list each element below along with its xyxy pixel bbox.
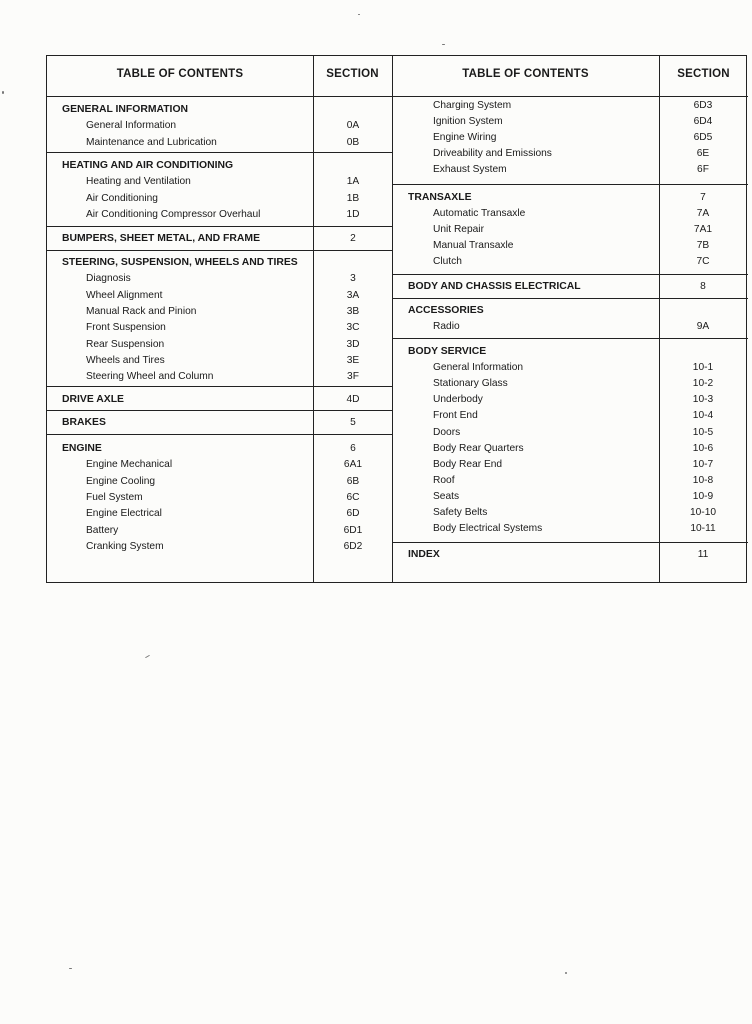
- toc-group-title[interactable]: TRANSAXLE: [408, 192, 472, 203]
- toc-section-code: 10-8: [692, 474, 714, 486]
- toc-entry[interactable]: Engine Electrical: [86, 508, 162, 520]
- toc-entry[interactable]: Seats: [433, 490, 460, 502]
- toc-section-code: 7B: [696, 240, 710, 252]
- right-group-rule: [392, 184, 748, 185]
- toc-section-code: 3F: [347, 371, 359, 383]
- toc-section-code: 6B: [346, 475, 360, 487]
- toc-group-title[interactable]: BODY SERVICE: [408, 346, 487, 357]
- toc-section-code: 11: [697, 549, 709, 560]
- toc-section-code: 3D: [346, 338, 360, 350]
- toc-group-title[interactable]: BRAKES: [62, 417, 106, 428]
- toc-section-code: 0A: [346, 120, 360, 132]
- toc-section-code: 3B: [346, 305, 360, 317]
- scan-speck: [358, 14, 360, 15]
- toc-section-code: 6F: [697, 164, 709, 176]
- scan-speck: [442, 44, 445, 45]
- toc-section-code: 6A1: [343, 459, 363, 471]
- toc-section-code: 6D3: [693, 100, 713, 111]
- toc-entry[interactable]: Doors: [433, 426, 461, 438]
- toc-entry[interactable]: Cranking System: [86, 540, 164, 552]
- toc-entry[interactable]: Safety Belts: [433, 507, 488, 518]
- toc-section-code: 7A1: [693, 224, 713, 236]
- toc-entry[interactable]: Stationary Glass: [433, 378, 508, 390]
- toc-entry[interactable]: Heating and Ventilation: [86, 176, 191, 188]
- toc-section-code: 6D2: [343, 540, 363, 552]
- toc-entry[interactable]: Manual Rack and Pinion: [86, 305, 197, 317]
- toc-entry[interactable]: Unit Repair: [433, 224, 484, 236]
- toc-section-code: 1B: [346, 192, 360, 204]
- toc-group-title[interactable]: STEERING, SUSPENSION, WHEELS AND TIRES: [62, 257, 298, 268]
- toc-entry[interactable]: Clutch: [433, 256, 462, 268]
- toc-group-title[interactable]: ENGINE: [62, 443, 102, 454]
- toc-entry[interactable]: Engine Cooling: [86, 475, 156, 487]
- right-header-rule: [392, 96, 748, 97]
- toc-entry[interactable]: Air Conditioning: [86, 192, 158, 204]
- toc-entry[interactable]: Roof: [433, 474, 455, 486]
- left-group-rule: [47, 434, 392, 435]
- toc-entry[interactable]: Manual Transaxle: [433, 240, 514, 252]
- toc-entry[interactable]: Maintenance and Lubrication: [86, 136, 217, 148]
- scan-speck: [565, 972, 567, 974]
- toc-section-code: 3C: [346, 322, 360, 334]
- left-section-divider: [313, 56, 314, 582]
- scan-speck: [2, 91, 4, 94]
- toc-entry[interactable]: General Information: [433, 362, 524, 374]
- toc-section-code: 10-10: [689, 507, 717, 518]
- right-group-rule: [392, 542, 748, 543]
- toc-entry[interactable]: Ignition System: [433, 116, 503, 128]
- toc-section-code: 7A: [696, 208, 710, 220]
- toc-section-code: 4D: [346, 394, 360, 405]
- toc-entry[interactable]: Automatic Transaxle: [433, 208, 526, 220]
- toc-section-code: 7C: [696, 256, 710, 268]
- toc-section-code: 8: [700, 281, 706, 292]
- toc-section-code: 10-4: [692, 410, 714, 422]
- toc-section-code: 0B: [346, 136, 360, 148]
- center-divider: [392, 56, 393, 582]
- toc-section-code: 10-7: [692, 458, 714, 470]
- toc-section-code: 10-2: [692, 378, 714, 390]
- toc-section-code: 10-1: [692, 362, 714, 374]
- toc-entry[interactable]: Body Electrical Systems: [433, 523, 543, 535]
- toc-entry[interactable]: Wheel Alignment: [86, 289, 163, 301]
- toc-group-title[interactable]: HEATING AND AIR CONDITIONING: [62, 160, 234, 171]
- toc-entry[interactable]: Engine Mechanical: [86, 459, 173, 471]
- toc-section-code: 6: [350, 443, 356, 454]
- toc-section-code: 3: [350, 273, 356, 285]
- toc-section-code: 10-11: [690, 523, 716, 535]
- left-group-rule: [47, 226, 392, 227]
- toc-section-code: 1D: [346, 208, 360, 220]
- toc-entry[interactable]: Body Rear End: [433, 458, 503, 470]
- toc-section-code: 3A: [346, 289, 360, 301]
- toc-group-title[interactable]: BUMPERS, SHEET METAL, AND FRAME: [62, 233, 260, 244]
- toc-entry[interactable]: Engine Wiring: [433, 132, 497, 144]
- toc-entry[interactable]: Fuel System: [86, 491, 143, 503]
- toc-group-title[interactable]: GENERAL INFORMATION: [62, 104, 189, 115]
- toc-entry[interactable]: Wheels and Tires: [86, 354, 165, 366]
- right-section-header: SECTION: [677, 68, 730, 80]
- toc-entry[interactable]: Front Suspension: [86, 322, 166, 334]
- toc-entry[interactable]: Diagnosis: [86, 273, 131, 285]
- toc-entry[interactable]: Steering Wheel and Column: [86, 371, 214, 383]
- left-group-rule: [47, 386, 392, 387]
- scan-speck: [69, 968, 72, 969]
- toc-entry[interactable]: General Information: [86, 120, 177, 132]
- toc-section-code: 10-5: [692, 426, 714, 438]
- toc-entry[interactable]: Battery: [86, 524, 119, 536]
- toc-group-title[interactable]: DRIVE AXLE: [62, 394, 124, 405]
- right-section-divider: [659, 56, 660, 582]
- toc-section-code: 2: [350, 233, 356, 244]
- toc-group-title[interactable]: BODY AND CHASSIS ELECTRICAL: [408, 281, 581, 292]
- table-of-contents: [46, 55, 747, 583]
- toc-section-code: 1A: [346, 176, 360, 188]
- toc-section-code: 6D: [346, 508, 360, 520]
- left-group-rule: [47, 250, 392, 251]
- toc-group-title[interactable]: INDEX: [408, 549, 440, 560]
- right-group-rule: [392, 274, 748, 275]
- right-group-rule: [392, 298, 748, 299]
- left-group-rule: [47, 152, 392, 153]
- toc-entry[interactable]: Underbody: [433, 394, 483, 406]
- toc-entry[interactable]: Front End: [433, 410, 478, 422]
- toc-section-code: 3E: [346, 354, 360, 366]
- toc-entry[interactable]: Radio: [433, 321, 460, 333]
- toc-section-code: 9A: [696, 321, 710, 333]
- toc-section-code: 6D1: [343, 524, 363, 536]
- left-toc-header: TABLE OF CONTENTS: [116, 68, 244, 80]
- toc-group-title[interactable]: ACCESSORIES: [408, 305, 484, 316]
- toc-entry[interactable]: Body Rear Quarters: [433, 442, 524, 454]
- right-toc-header: TABLE OF CONTENTS: [462, 68, 589, 80]
- toc-section-code: 10-3: [692, 394, 714, 406]
- toc-section-code: 5: [350, 417, 356, 428]
- scan-speck: [145, 655, 150, 658]
- toc-section-code: 10-9: [692, 490, 714, 502]
- left-section-header: SECTION: [326, 68, 379, 80]
- left-group-rule: [47, 410, 392, 411]
- toc-section-code: 6C: [346, 491, 360, 503]
- toc-entry[interactable]: Air Conditioning Compressor Overhaul: [86, 208, 261, 220]
- toc-section-code: 6D4: [693, 116, 713, 128]
- toc-section-code: 10-6: [692, 442, 714, 454]
- toc-section-code: 7: [700, 192, 706, 203]
- left-header-rule: [47, 96, 392, 97]
- right-group-rule: [392, 338, 748, 339]
- toc-entry[interactable]: Charging System: [433, 100, 512, 111]
- toc-section-code: 6D5: [693, 132, 713, 144]
- toc-entry[interactable]: Driveability and Emissions: [433, 148, 552, 160]
- toc-entry[interactable]: Exhaust System: [433, 164, 507, 176]
- toc-section-code: 6E: [696, 148, 710, 160]
- toc-entry[interactable]: Rear Suspension: [86, 338, 165, 350]
